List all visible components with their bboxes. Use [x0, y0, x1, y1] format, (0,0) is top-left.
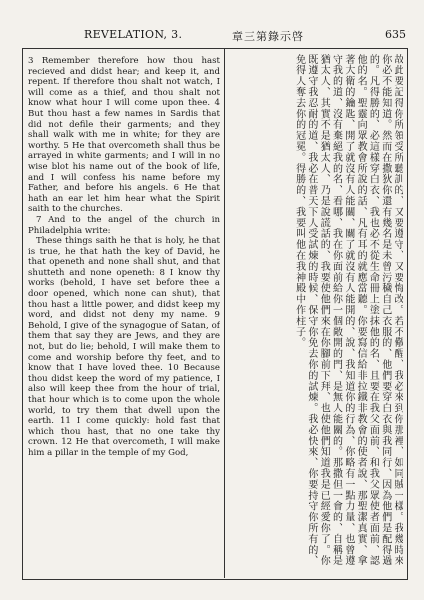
running-title-chinese: 章三第錄示啓	[232, 30, 304, 43]
english-paragraph: 3 Remember therefore how thou hast recieved and didst hear; and keep it, and repent. If therefore thou shalt not watch, I will come as a thief, and thou shalt not know what hour I will come upon thee. 4 But thou hast a few names in Sardis that did not defile their garments; and they shall walk with me in white; for they are worthy. 5 He that overcometh shall thus be arrayed in white garments; and I will in no wise blot his name out of the book of life, and I will confess his name before my Father, and before his angels. 6 He that hath an ear let him hear what the Spirit saith to the churches.	[28, 56, 220, 215]
english-paragraph: These things saith he that is holy, he that is true, he that hath the key of David, he that openeth and none shall shut, and that shutteth and none openeth: 8 I know thy works (behold, I have set before thee a door opened, which none can shut), that thou hast a little power, and didst keep my word, and didst not deny my name. 9 Behold, I give of the synagogue of Satan, of them that say they are Jews, and they are not, but do lie; behold, I will make them to come and worship before thy feet, and to know that I have loved thee. 10 Because thou didst keep the word of my patience, I also will keep thee from the hour of trial, that hour which is to come upon the whole world, to try them that dwell upon the earth. 11 I come quickly: hold fast that which thou hast, that no one take thy crown. 12 He that overcometh, I will make him a pillar in the temple of my God,	[28, 236, 220, 458]
english-paragraph: 7 And to the angel of the church in Philadelphia write:	[28, 214, 220, 236]
running-title-english: REVELATION, 3.	[84, 28, 183, 41]
page-header	[22, 28, 406, 44]
page-number: 635	[385, 28, 406, 41]
column-divider	[224, 48, 225, 578]
chinese-column: 故此要記得你所領受所聽訓的、又要遵守、又要悔改。若不儆醒、我必來到你那裡、如同賊一樣。我幾時來你必不能知道。然而在撒狄你還有幾名是未曾污穢自己衣服的、他們要穿白衣與我同行、因為他們是配得過的。凡得勝的、必這樣穿白衣、我也必不從生命冊上塗抹他的名、且要在我父面前、和我父眾使者面前、認他的名。聖靈向眾教會所說的話、凡有耳的就應當聽。你要寫信給非拉鐵非教會的使者說、那聖潔真實、拿著大衛的鑰匙、開了就沒有人能關、關了就沒有人能開的、說、我知道你的行為、你略有一點力量、也曾遵守我的道、沒有棄絕我的名、看哪、我在你面前給你一個敞開的門、是無人能關的。那撒但一會的、自稱是猶太人、其實不是猶太人、乃是說謊話的、我要使他們來在你腳前下拜、也使他們知道我是已經愛你了。你既遵守我忍耐的道、我必在普天下人受試煉的時候、保守你免去你的試煉。我必快來、你要持守你所有的、免得人奪去你的冠冕。得勝的、我要叫他在我神殿中作柱子。	[293, 54, 403, 567]
english-column	[28, 56, 220, 574]
